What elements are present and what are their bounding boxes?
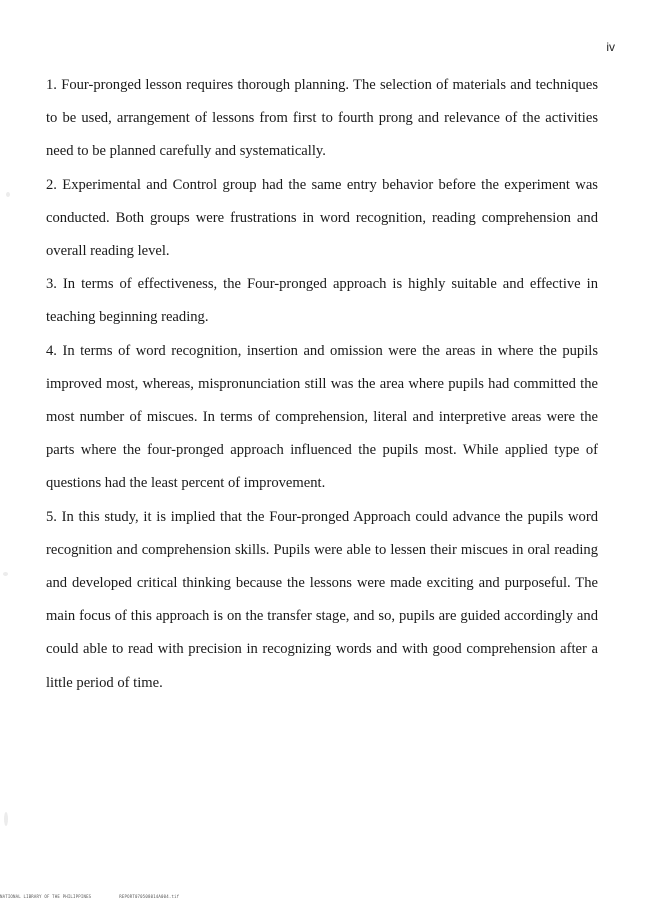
paragraph-3: 3. In terms of effectiveness, the Four-pronged approach is highly suitable and effective in teaching beginning reading. <box>46 276 598 326</box>
paragraph-2: 2. Experimental and Control group had the same entry behavior before the experiment was conducted. Both groups were frustrations in word recognition, reading comprehension and overall reading level. <box>46 176 598 260</box>
scan-footer <box>0 894 179 899</box>
page-number: iv <box>606 40 615 54</box>
paragraph-4: 4. In terms of word recognition, insertion and omission were the areas in where the pupils improved most, whereas, mispronunciation still was the area where pupils had committed the most number of miscues. In terms of comprehension, literal and interpretive areas were the parts where the four-pronged approach influenced the pupils most. While applied type of questions had the least percent of improvement. <box>46 342 598 492</box>
scan-speck <box>3 572 8 576</box>
scan-speck <box>6 192 10 197</box>
page-body <box>46 69 598 700</box>
paragraph-5: 5. In this study, it is implied that the Four-pronged Approach could advance the pupils word recognition and comprehension skills. Pupils were able to lessen their miscues in oral reading and developed critical thinking because the lessons were made exciting and purposeful. The main focus of this approach is on the transfer stage, and so, pupils are guided accordingly and could able to read with precision in recognizing words and with good comprehension after a little period of time. <box>46 508 598 691</box>
scan-speck <box>4 812 8 826</box>
footer-library: NATIONAL LIBRARY OF THE PHILIPPINES <box>0 894 92 899</box>
paragraph-1: 1. Four-pronged lesson requires thorough planning. The selection of materials and techniques to be used, arrangement of lessons from first to fourth prong and relevance of the activities need to be planned carefully and systematically. <box>46 77 598 160</box>
footer-file: REPORT070508014A004.tif <box>119 894 180 899</box>
